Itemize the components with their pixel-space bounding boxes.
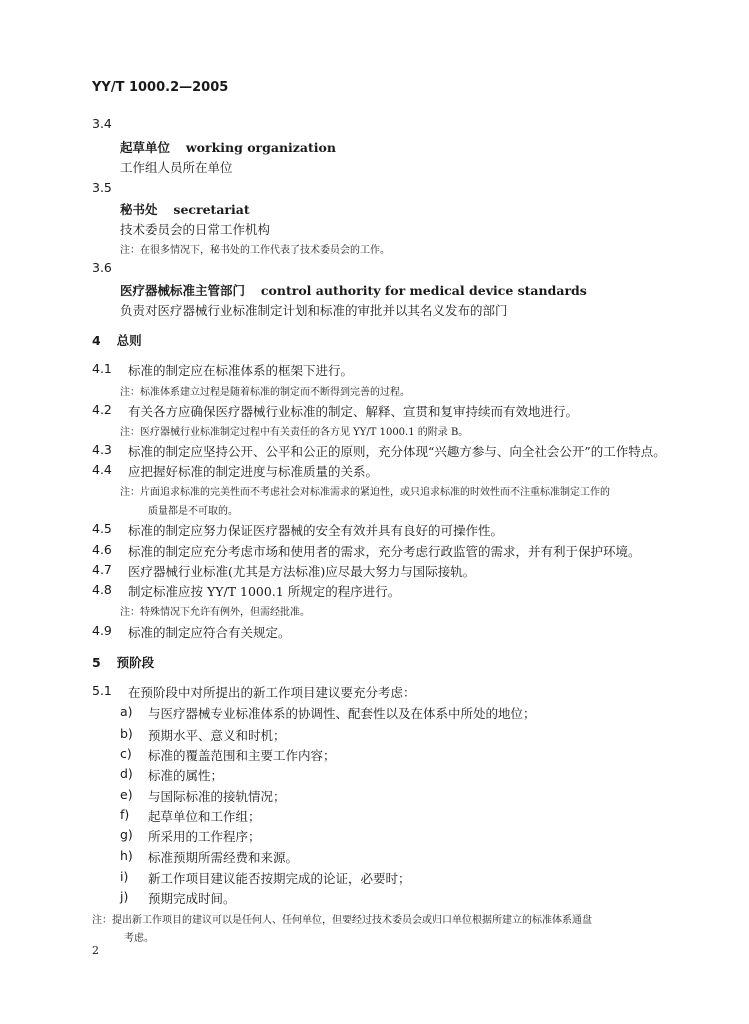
clause-text: 在预阶段中对所提出的新工作项目建议要充分考虑：	[128, 685, 416, 700]
clause-text: 标准的制定应坚持公开、公平和公正的原则，充分体现“兴趣方参与、向全社会公开”的工作特点。	[128, 444, 666, 459]
list-item: 预期完成时间。	[148, 891, 236, 906]
clause-text: 应把握好标准的制定进度与标准质量的关系。	[128, 464, 379, 479]
clause-number: 4.4	[92, 462, 112, 477]
clause-number: 4.2	[92, 402, 112, 417]
note: 注：在很多情况下，秘书处的工作代表了技术委员会的工作。	[120, 245, 390, 256]
list-label: f)	[120, 807, 130, 822]
clause-text: 标准的制定应在标准体系的框架下进行。	[128, 363, 354, 378]
term-definition: 负责对医疗器械行业标准制定计划和标准的审批并以其名义发布的部门	[120, 303, 508, 318]
term-heading	[120, 200, 250, 218]
clause-text: 标准的制定应努力保证医疗器械的安全有效并具有良好的可操作性。	[128, 523, 504, 538]
term-heading	[120, 138, 336, 156]
term-cn: 起草单位	[120, 140, 171, 155]
term-heading	[120, 281, 587, 299]
note: 注：提出新工作项目的建议可以是任何人、任何单位，但要经过技术委员会或归口单位根据所建立的标准体系通盘	[92, 915, 592, 926]
section-title: 预阶段	[116, 655, 155, 670]
note-continuation: 质量都是不可取的。	[148, 506, 238, 517]
clause-number: 4.5	[92, 521, 112, 536]
section-title: 总则	[116, 333, 142, 348]
section-number: 5	[92, 655, 101, 670]
list-item: 与医疗器械专业标准体系的协调性、配套性以及在体系中所处的地位；	[148, 706, 536, 721]
clause-number: 3.5	[92, 180, 112, 195]
list-item: 所采用的工作程序；	[148, 829, 261, 844]
section-heading	[92, 653, 154, 671]
page-number: 2	[92, 944, 99, 957]
list-item: 标准的覆盖范围和主要工作内容；	[148, 748, 336, 763]
list-label: d)	[120, 766, 133, 781]
list-label: i)	[120, 869, 129, 884]
note: 注：片面追求标准的完美性而不考虑社会对标准需求的紧迫性，或只追求标准的时效性而不注重标准制定工作的	[120, 487, 610, 498]
clause-number: 4.1	[92, 361, 112, 376]
term-en: working organization	[185, 140, 336, 155]
clause-number: 4.8	[92, 582, 112, 597]
list-item: 标准的属性；	[148, 768, 224, 783]
list-item: 标准预期所需经费和来源。	[148, 850, 299, 865]
section-number: 4	[92, 333, 101, 348]
list-label: j)	[120, 889, 129, 904]
clause-text: 医疗器械行业标准(尤其是方法标准)应尽最大努力与国际接轨。	[128, 564, 476, 579]
list-label: c)	[120, 746, 132, 761]
term-cn: 医疗器械标准主管部门	[120, 283, 246, 298]
document-header: YY/T 1000.2—2005	[92, 80, 229, 95]
term-definition: 技术委员会的日常工作机构	[120, 222, 271, 237]
list-label: b)	[120, 726, 133, 741]
list-label: g)	[120, 827, 133, 842]
clause-number: 5.1	[92, 683, 112, 698]
note-continuation: 考虑。	[124, 933, 154, 944]
list-label: e)	[120, 787, 133, 802]
note: 注：特殊情况下允许有例外，但需经批准。	[120, 607, 310, 618]
term-definition: 工作组人员所在单位	[120, 160, 233, 175]
note: 注：医疗器械行业标准制定过程中有关责任的各方见 YY/T 1000.1 的附录 B。	[120, 427, 469, 438]
clause-text: 制定标准应按 YY/T 1000.1 所规定的程序进行。	[128, 584, 401, 599]
clause-number: 3.6	[92, 260, 112, 275]
clause-number: 4.7	[92, 562, 112, 577]
clause-number: 4.3	[92, 442, 112, 457]
clause-number: 4.6	[92, 542, 112, 557]
list-item: 起草单位和工作组；	[148, 809, 261, 824]
clause-number: 3.4	[92, 116, 112, 131]
section-heading	[92, 331, 142, 349]
list-item: 新工作项目建议能否按期完成的论证，必要时；	[148, 871, 411, 886]
list-item: 与国际标准的接轨情况；	[148, 789, 286, 804]
list-label: a)	[120, 704, 133, 719]
list-label: h)	[120, 848, 133, 863]
clause-number: 4.9	[92, 623, 112, 638]
note: 注：标准体系建立过程是随着标准的制定而不断得到完善的过程。	[120, 387, 410, 398]
term-cn: 秘书处	[120, 202, 158, 217]
term-en: control authority for medical device standards	[260, 283, 587, 298]
list-item: 预期水平、意义和时机；	[148, 728, 286, 743]
clause-text: 标准的制定应符合有关规定。	[128, 625, 291, 640]
term-en: secretariat	[173, 202, 250, 217]
clause-text: 有关各方应确保医疗器械行业标准的制定、解释、宣贯和复审持续而有效地进行。	[128, 404, 579, 419]
clause-text: 标准的制定应充分考虑市场和使用者的需求，充分考虑行政监管的需求，并有利于保护环境。	[128, 544, 641, 559]
